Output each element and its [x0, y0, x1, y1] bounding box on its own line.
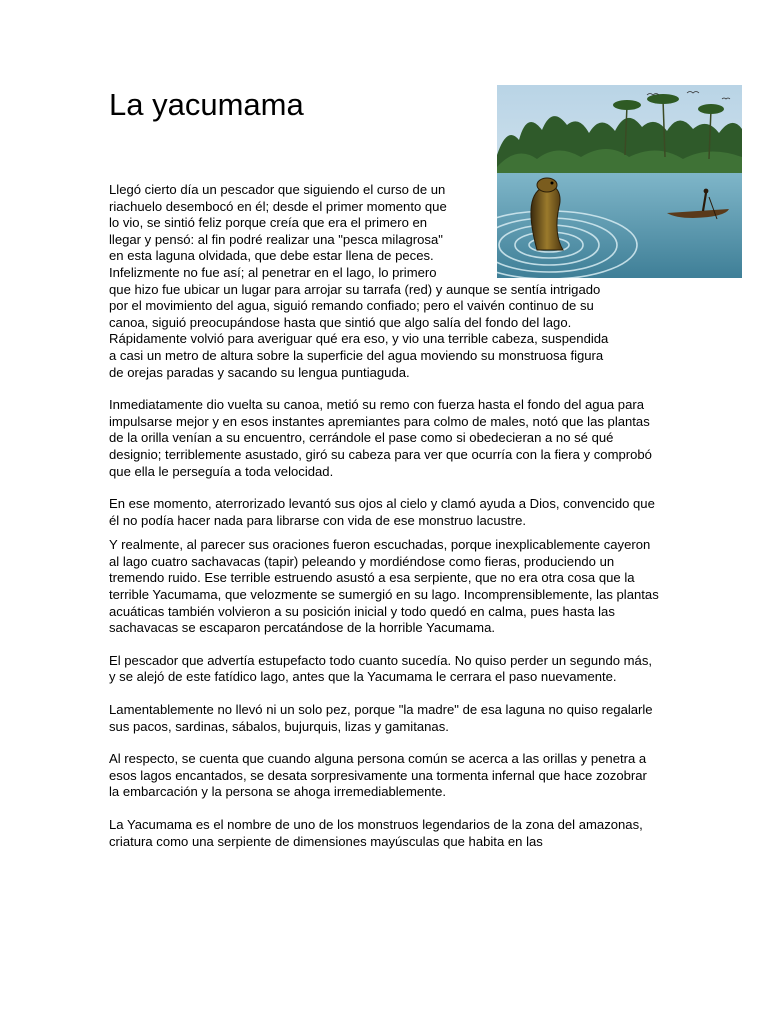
text-line: Infelizmente no fue así; al penetrar en el lago, lo primero	[109, 264, 437, 280]
paragraph: Inmediatamente dio vuelta su canoa, metió su remo con fuerza hasta el fondo del agua para impulsarse mejor y en esos instantes apremiantes para colmo de males, notó que las plantas de la orilla venían a su encuentro, cerrándole el pase como si obedecieran a no sé qué designio; terriblemente asustado, giró su cabeza para ver que ocurría con la fiera y comprobó que ella le perseguía a toda velocidad.	[109, 397, 652, 479]
text-line: por el movimiento del agua, siguió remando confiado; pero el vaivén continuo de su	[109, 298, 594, 314]
text-line: de orejas paradas y sacando su lengua puntiaguda.	[109, 364, 410, 380]
paragraph: El pescador que advertía estupefacto todo cuanto sucedía. No quiso perder un segundo más, y se alejó de este fatídico lago, antes que la Yacumama le cerrara el paso nuevamente.	[109, 652, 653, 685]
text-line: llegar y pensó: al fin podré realizar una "pesca milagrosa"	[109, 231, 443, 247]
text-line: lo vio, se sintió feliz porque creía que era el primero en	[109, 215, 428, 231]
text-line: a casi un metro de altura sobre la superficie del agua moviendo su monstruosa figura	[109, 347, 604, 363]
paragraph: Al respecto, se cuenta que cuando alguna persona común se acerca a las orillas y penetra a esos lagos encantados, se desata sorpresivamente una tormenta infernal que hace zozobrar la embarcación y la persona se ahoga irremediablemente.	[109, 751, 647, 800]
paragraph: La Yacumama es el nombre de uno de los monstruos legendarios de la zona del amazonas, criatura como una serpiente de dimensiones mayúsculas que habita en las	[109, 817, 643, 849]
document-title: La yacumama	[109, 87, 304, 122]
text-line: Llegó cierto día un pescador que siguiendo el curso de un	[109, 182, 446, 197]
text-line: Rápidamente volvió para averiguar qué era eso, y vio una terrible cabeza, suspendida	[109, 331, 609, 347]
paragraph: En ese momento, aterrorizado levantó sus ojos al cielo y clamó ayuda a Dios, convencido que él no podía hacer nada para librarse con vida de ese monstruo lacustre.	[109, 496, 655, 528]
text-line: canoa, siguió preocupándose hasta que sintió que algo salía del fondo del lago.	[109, 314, 572, 330]
text-line: en esta laguna olvidada, que debe estar llena de peces.	[109, 248, 434, 264]
paragraph	[109, 182, 659, 381]
text-line: riachuelo desembocó en él; desde el primer momento que	[109, 198, 447, 214]
paragraph: Lamentablemente no llevó ni un solo pez, porque "la madre" de esa laguna no quiso regalarle sus pacos, sardinas, sábalos, bujurquis, lizas y gamitanas.	[109, 702, 653, 734]
document-body	[109, 182, 659, 866]
text-line: que hizo fue ubicar un lugar para arrojar su tarrafa (red) y aunque se sentía intrigado	[109, 281, 601, 297]
paragraph: Y realmente, al parecer sus oraciones fueron escuchadas, porque inexplicablemente cayeron al lago cuatro sachavacas (tapir) peleando y mordiéndose como fieras, produciendo un tremendo ruido. Ese terrible estruendo asustó a esa serpiente, que no era otra cosa que la terrible Yacumama, que velozmente se sumergió en su lago. Incomprensiblemente, las plantas acuáticas también volvieron a su posición inicial y todo quedó en calma, pues hasta las sachavacas se escaparon percatándose de la horrible Yacumama.	[109, 537, 659, 636]
